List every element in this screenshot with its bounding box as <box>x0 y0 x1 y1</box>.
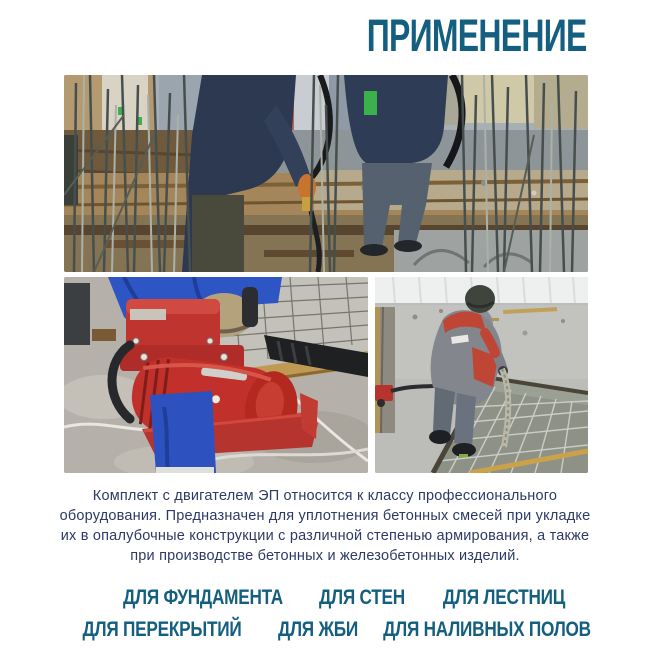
application-label-text: ДЛЯ СТЕН <box>319 585 405 609</box>
application-label-text: ДЛЯ ФУНДАМЕНТА <box>123 585 283 609</box>
vibrator-motor-illustration <box>64 277 368 473</box>
description-line-1: Комплект с двигателем ЭП относится к классу профессионального <box>92 488 558 504</box>
description-line-3: их в опалубочные конструкции с различной степенью армирования, а также <box>60 528 590 544</box>
application-label-stairs <box>428 586 581 609</box>
application-label-text: ДЛЯ ЛЕСТНИЦ <box>442 585 566 609</box>
page-title: ПРИМЕНЕНИЕ <box>367 10 587 61</box>
application-label-text: ДЛЯ ЖБИ <box>277 617 359 641</box>
application-label-self-leveling-floors <box>357 618 617 641</box>
photo-vibrator-motor-closeup <box>64 277 368 473</box>
photo-construction-site <box>64 75 588 272</box>
application-label-slabs <box>63 618 262 641</box>
application-label-reinforced-concrete <box>268 618 368 641</box>
description-line-2: оборудования. Предназначен для уплотнения бетонных смесей при укладке <box>59 508 591 524</box>
application-label-walls <box>308 586 415 609</box>
application-label-text: ДЛЯ НАЛИВНЫХ ПОЛОВ <box>383 617 591 641</box>
description-paragraph <box>20 486 630 566</box>
description-line-4: при производстве бетонных и железобетонных изделий. <box>130 548 520 564</box>
application-label-text: ДЛЯ ПЕРЕКРЫТИЙ <box>82 617 242 641</box>
construction-site-illustration <box>64 75 588 272</box>
worker-pouring-illustration <box>375 277 588 473</box>
application-label-foundation <box>103 586 303 609</box>
photo-worker-compacting-concrete <box>375 277 588 473</box>
